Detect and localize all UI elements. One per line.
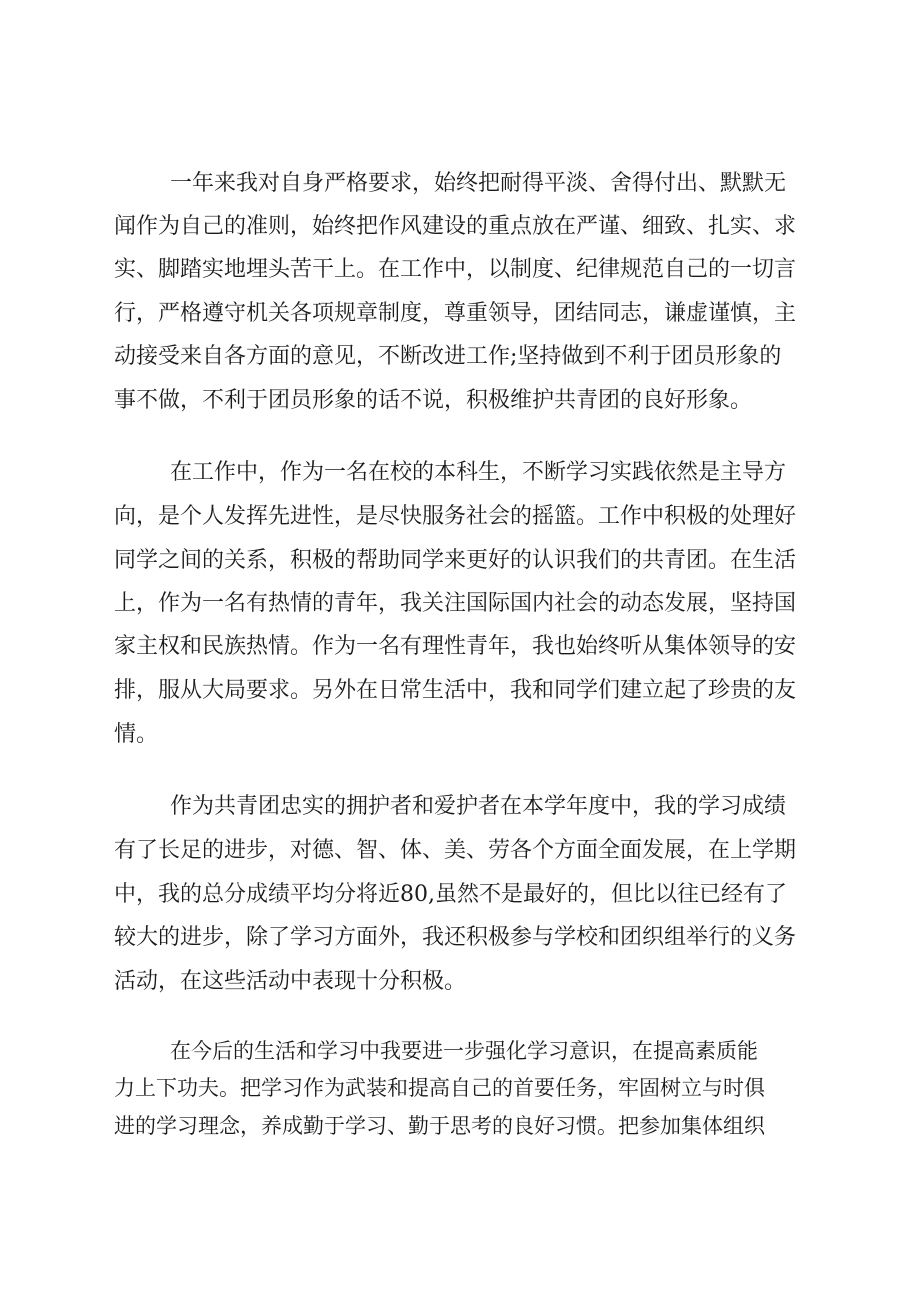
text-line: 同学之间的关系，积极的帮助同学来更好的认识我们的共青团。在生活	[114, 548, 797, 573]
text-line: 动接受来自各方面的意见，不断改进工作;坚持做到不利于团员形象的	[114, 344, 782, 369]
text-line: 在今后的生活和学习中我要进一步强化学习意识，在提高素质能	[170, 1039, 758, 1063]
text-line: 一年来我对自身严格要求，始终把耐得平淡、舍得付出、默默无	[170, 171, 787, 196]
text-line: 闻作为自己的准则，始终把作风建设的重点放在严谨、细致、扎实、求	[114, 214, 797, 239]
text-line: 力上下功夫。把学习作为武装和提高自己的首要任务，牢固树立与时俱	[114, 1076, 765, 1100]
text-line: 排，服从大局要求。另外在日常生活中，我和同学们建立起了珍贵的友	[114, 678, 797, 703]
text-line: 家主权和民族热情。作为一名有理性青年，我也始终听从集体领导的安	[114, 634, 797, 659]
text-line: 事不做，不利于团员形象的话不说，积极维护共青团的良好形象。	[114, 388, 753, 413]
text-line: 中，我的总分成绩平均分将近80,虽然不是最好的，但比以往已经有了	[114, 882, 787, 907]
text-line: 进的学习理念，养成勤于学习、勤于思考的良好习惯。把参加集体组织	[114, 1114, 765, 1138]
text-line: 情。	[114, 722, 159, 747]
text-line: 在工作中，作为一名在校的本科生，不断学习实践依然是主导方	[170, 460, 787, 485]
text-line: 上，作为一名有热情的青年，我关注国际国内社会的动态发展，坚持国	[114, 591, 797, 616]
text-line: 有了长足的进步，对德、智、体、美、劳各个方面全面发展，在上学期	[114, 838, 797, 863]
text-line: 活动，在这些活动中表现十分积极。	[114, 969, 467, 994]
text-line: 实、脚踏实地埋头苦干上。在工作中，以制度、纪律规范自己的一切言	[114, 257, 797, 282]
text-line: 向，是个人发挥先进性，是尽快服务社会的摇篮。工作中积极的处理好	[114, 504, 797, 529]
text-line: 较大的进步，除了学习方面外，我还积极参与学校和团织组举行的义务	[114, 925, 797, 950]
text-line: 作为共青团忠实的拥护者和爱护者在本学年度中，我的学习成绩	[170, 794, 787, 819]
text-line: 行，严格遵守机关各项规章制度，尊重领导，团结同志，谦虚谨慎，主	[114, 301, 797, 326]
